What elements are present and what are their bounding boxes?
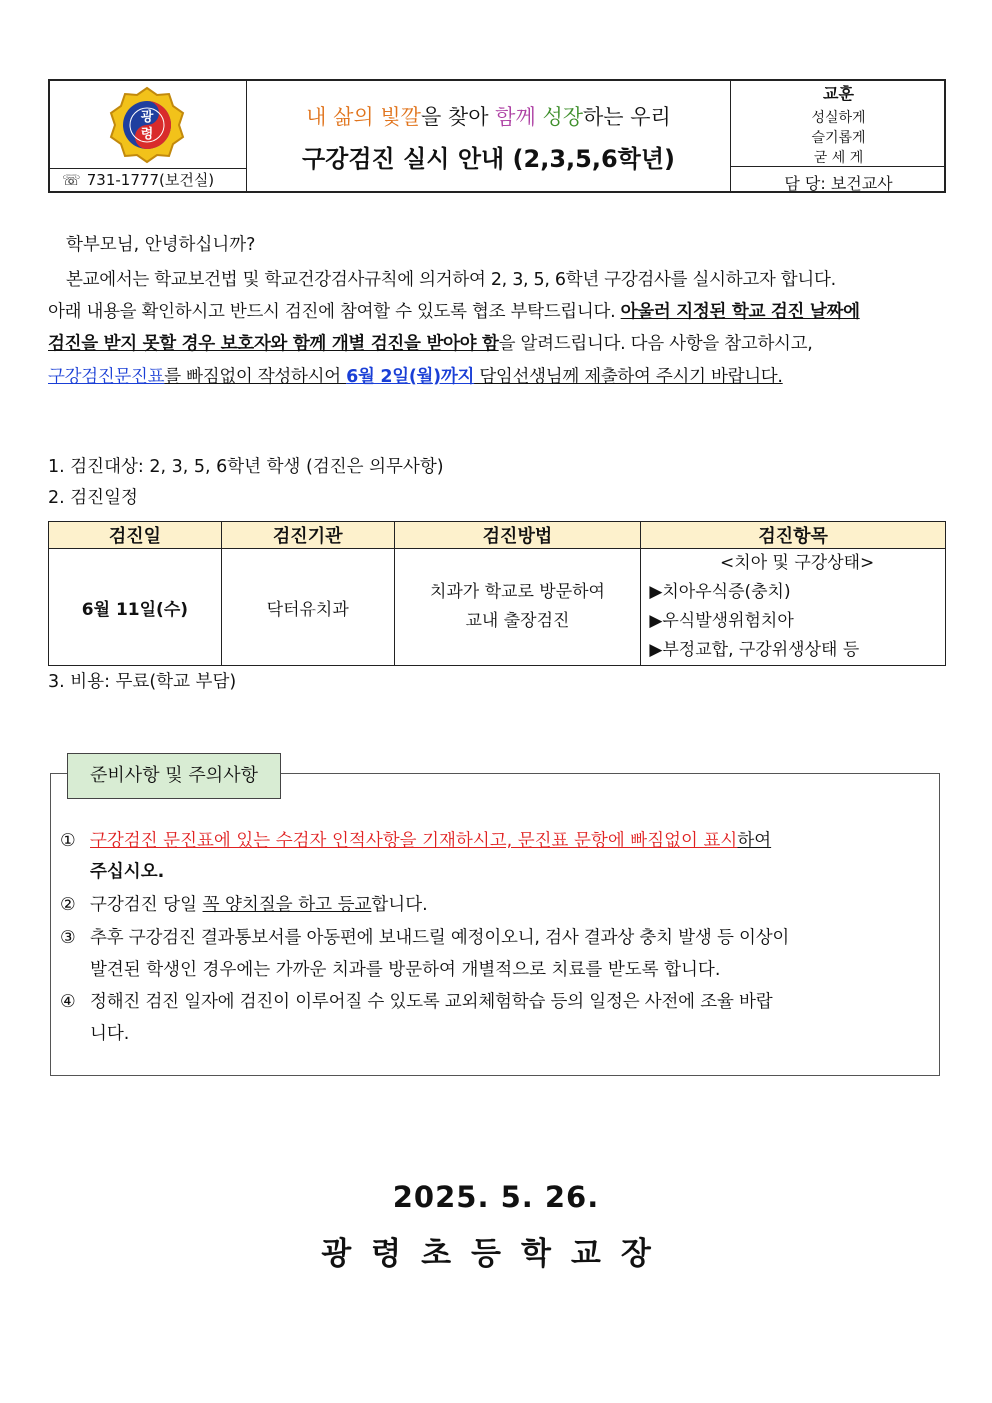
intro-line: 구강검진문진표를 빠짐없이 작성하시어 6월 2일(월)까지 담임선생님께 제출하여 주시기 바랍니다. [48, 367, 783, 387]
motto-line: 슬기롭게 [811, 130, 866, 146]
list-item: ▶우식발생위험치아 [649, 611, 794, 631]
motto-line: 굳 세 게 [813, 150, 864, 166]
in-charge: 담 당: 보건교사 [784, 174, 893, 193]
header-box [48, 79, 946, 193]
table-row [49, 549, 946, 666]
issue-date: 2025. 5. 26. [392, 1180, 600, 1214]
notice-item: ① 구강검진 문진표에 있는 수검자 인적사항을 기재하시고, 문진표 문항에 빠짐없이 표시하여 [60, 831, 772, 851]
column-header: 검진항목 [641, 522, 946, 549]
exam-method: 치과가 학교로 방문하여 교내 출장검진 [394, 549, 641, 666]
phone-icon: ☏ [62, 171, 81, 189]
intro-line: 아래 내용을 확인하시고 반드시 검진에 참여할 수 있도록 협조 부탁드립니다. 아울러 지정된 학교 검진 날짜에 [48, 302, 860, 322]
intro-line: 본교에서는 학교보건법 및 학교건강검사규칙에 의거하여 2, 3, 5, 6학년 구강검사를 실시하고자 합니다. [66, 270, 836, 290]
page-title: 구강검진 실시 안내 (2,3,5,6학년) [302, 145, 675, 173]
notice-item-cont: 주십시오. [90, 862, 165, 882]
notice-title: 준비사항 및 주의사항 [67, 753, 281, 799]
exam-date: 6월 11일(수) [49, 549, 222, 666]
section-cost: 3. 비용: 무료(학교 부담) [48, 672, 237, 692]
notice-item: ④ 정해진 검진 일자에 검진이 이루어질 수 있도록 교외체험학습 등의 일정은 사전에 조율 바랍 [60, 992, 773, 1012]
greeting: 학부모님, 안녕하십니까? [66, 235, 256, 255]
column-header: 검진방법 [394, 522, 641, 549]
schedule-table [48, 521, 946, 666]
column-header: 검진기관 [221, 522, 394, 549]
svg-text:령: 령 [140, 127, 154, 142]
notice-item: ③ 추후 구강검진 결과통보서를 아동편에 보내드릴 예정이오니, 검사 결과상 충치 발생 등 이상이 [60, 928, 790, 948]
school-slogan: 내 삶의 빛깔을 찾아 함께 성장하는 우리 [306, 105, 671, 129]
notice-item-cont: 발견된 학생인 경우에는 가까운 치과를 방문하여 개별적으로 치료를 받도록 합니다. [90, 960, 721, 980]
intro-line: 검진을 받지 못할 경우 보호자와 함께 개별 검진을 받아야 함을 알려드립니다. 다음 사항을 참고하시고, [48, 334, 813, 354]
table-header-row [49, 522, 946, 549]
motto-line: 성실하게 [811, 110, 866, 126]
notice-item-cont: 니다. [90, 1024, 130, 1044]
school-emblem-logo [107, 85, 187, 165]
list-item: ▶치아우식증(충치) [649, 582, 791, 602]
exam-institution: 닥터유치과 [221, 549, 394, 666]
principal-signature: 광령초등학교장 [321, 1236, 671, 1272]
notice-item: ② 구강검진 당일 꼭 양치질을 하고 등교합니다. [60, 895, 428, 915]
section-schedule: 2. 검진일정 [48, 488, 138, 508]
list-item: ▶부정교합, 구강위생상태 등 [649, 640, 860, 660]
column-header: 검진일 [49, 522, 222, 549]
divider [246, 81, 247, 191]
phone-number: ☏ 731-1777(보건실) [62, 171, 215, 189]
exam-items: <치아 및 구강상태> ▶치아우식증(충치) ▶우식발생위험치아 ▶부정교합, 구강위생상태 등 [641, 549, 946, 666]
svg-text:광: 광 [140, 110, 154, 125]
section-target: 1. 검진대상: 2, 3, 5, 6학년 학생 (검진은 의무사항) [48, 457, 444, 477]
motto-heading: 교훈 [823, 84, 854, 103]
